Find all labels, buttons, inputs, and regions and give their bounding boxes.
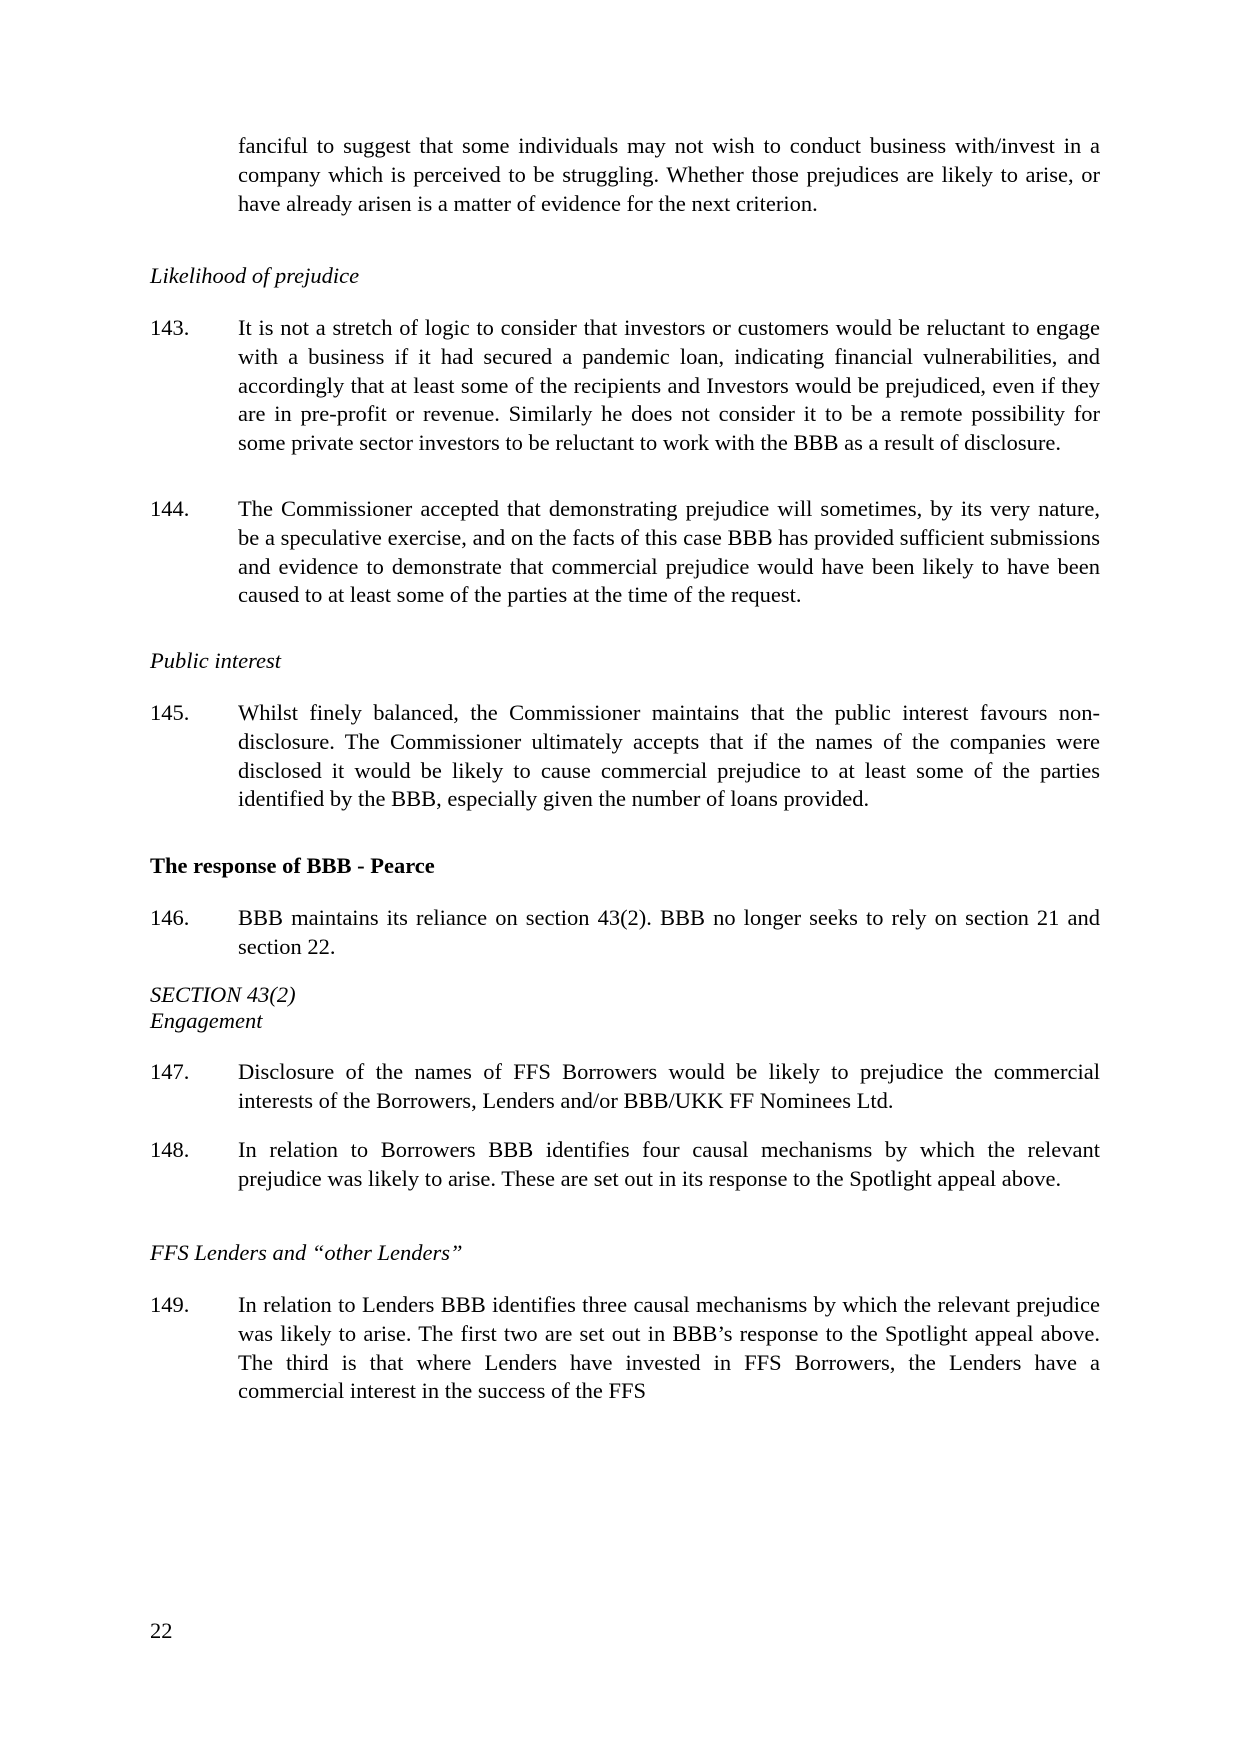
continued-paragraph: fanciful to suggest that some individuals may not wish to conduct business with/invest in a company which is perceived to be struggling. Whether those prejudices are likely to arise, or have already arisen is a matter of evidence for the next criterion. [238,133,1100,216]
heading-section-43-2: SECTION 43(2) [150,982,296,1007]
paragraph-number: 145. [150,700,190,725]
paragraph-number: 147. [150,1059,190,1084]
paragraph-146 [150,904,1100,962]
paragraph-145 [150,699,1100,814]
heading-ffs-lenders: FFS Lenders and “other Lenders” [150,1240,463,1265]
paragraph-text: In relation to Lenders BBB identifies three causal mechanisms by which the relevant prejudice was likely to arise. The first two are set out in BBB’s response to the Spotlight appeal above. The third is that where Lenders have invested in FFS Borrowers, the Lenders have a commercial interest in the success of the FFS [238,1292,1100,1404]
paragraph-number: 144. [150,496,190,521]
paragraph-text: The Commissioner accepted that demonstrating prejudice will sometimes, by its very nature, be a speculative exercise, and on the facts of this case BBB has provided sufficient submissions and evidence to demonstrate that commercial prejudice would have been likely to have been caused to at least some of the parties at the time of the request. [238,496,1100,608]
paragraph-144 [150,495,1100,610]
paragraph-149 [150,1291,1100,1406]
paragraph-text: BBB maintains its reliance on section 43(2). BBB no longer seeks to rely on section 21 and section 22. [238,905,1100,959]
paragraph-number: 146. [150,905,190,930]
paragraph-text: Disclosure of the names of FFS Borrowers would be likely to prejudice the commercial interests of the Borrowers, Lenders and/or BBB/UKK FF Nominees Ltd. [238,1059,1100,1113]
paragraph-147 [150,1058,1100,1116]
heading-response-of-bbb: The response of BBB - Pearce [150,853,435,878]
paragraph-number: 149. [150,1292,190,1317]
page-number: 22 [150,1618,173,1643]
heading-engagement: Engagement [150,1008,263,1033]
paragraph-text: In relation to Borrowers BBB identifies four causal mechanisms by which the relevant prejudice was likely to arise. These are set out in its response to the Spotlight appeal above. [238,1137,1100,1191]
paragraph-number: 143. [150,315,190,340]
paragraph-143 [150,314,1100,458]
paragraph-number: 148. [150,1137,190,1162]
heading-likelihood-of-prejudice: Likelihood of prejudice [150,263,360,288]
paragraph-text: It is not a stretch of logic to consider that investors or customers would be reluctant to engage with a business if it had secured a pandemic loan, indicating financial vulnerabilities, and accordingly that at least some of the recipients and Investors would be prejudiced, even if they are in pre-profit or revenue. Similarly he does not consider it to be a remote possibility for some private sector investors to be reluctant to work with the BBB as a result of disclosure. [238,315,1100,456]
paragraph-text: Whilst finely balanced, the Commissioner maintains that the public interest favours non-disclosure. The Commissioner ultimately accepts that if the names of the companies were disclosed it would be likely to cause commercial prejudice to at least some of the parties identified by the BBB, especially given the number of loans provided. [238,700,1100,812]
heading-public-interest: Public interest [150,648,282,673]
paragraph-148 [150,1136,1100,1194]
